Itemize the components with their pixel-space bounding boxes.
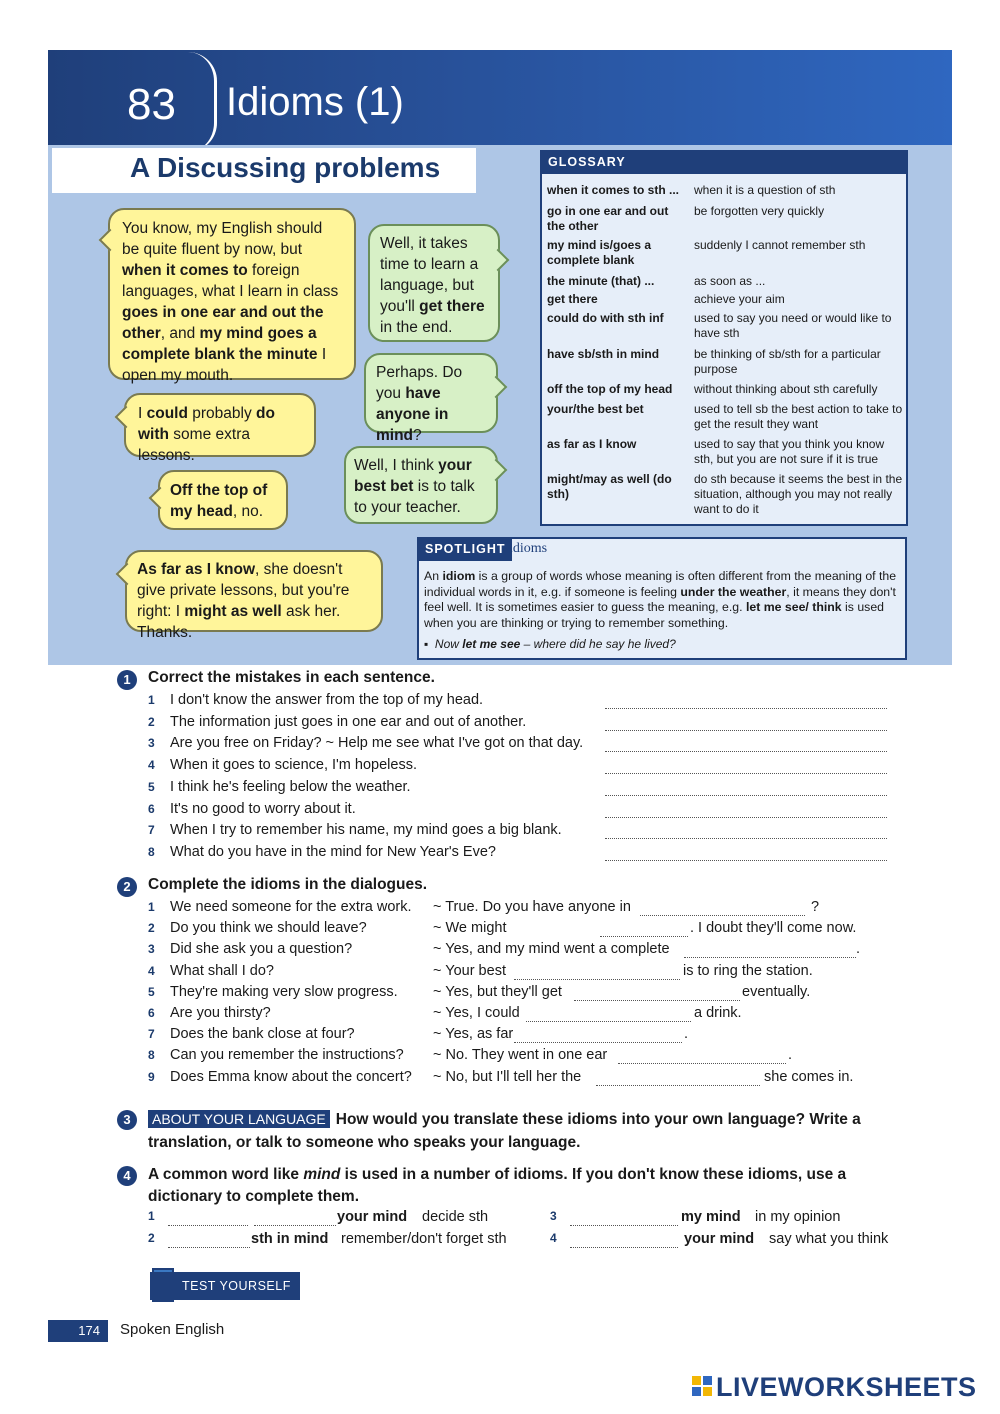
item-sentence: What do you have in the mind for New Year's Eve? [170,843,496,860]
exercise-2-item [148,920,367,936]
exercise-2-number: 2 [117,877,137,897]
glossary-term: my mind is/goes a complete blank [547,238,652,267]
glossary-definition: be thinking of sb/sth for a particular purpose [694,347,881,376]
glossary-definition: be forgotten very quickly [694,204,825,218]
item-sentence: I think he's feeling below the weather. [170,778,411,795]
answer-line[interactable] [605,707,887,709]
answer-line[interactable] [570,1246,678,1248]
exercise-2-item [148,963,274,979]
answer-line[interactable] [596,1084,760,1086]
item-number: 6 [148,801,155,816]
idiom-meaning: decide sth [422,1209,489,1225]
exercise-4-item-number: 4 [550,1231,557,1245]
idiom-meaning: remember/don't forget sth [341,1231,507,1247]
exercise-4-title: A common word like mind is used in a number of idioms. If you don't know these idioms, use a dictionary to complete them. [148,1166,847,1205]
glossary-box [540,150,908,526]
exercise-4-item-number: 3 [550,1209,557,1223]
item-number: 5 [148,984,155,999]
speech-bubble-5: Well, I think your best bet is to talk to your teacher. [344,446,498,524]
exercise-4-item-number: 1 [148,1209,155,1223]
glossary-term: might/may as well (do sth) [547,472,672,501]
exercise-2-item [148,1069,412,1085]
answer-line[interactable] [514,978,680,980]
dialogue-answer-end: a drink. [694,1005,742,1021]
glossary-definition: when it is a question of sth [694,183,836,197]
answer-line[interactable] [605,837,887,839]
test-yourself-button[interactable]: TEST YOURSELF [150,1272,300,1300]
dialogue-answer-end: . [684,1026,689,1043]
about-your-language-label: ABOUT YOUR LANGUAGE [148,1110,330,1128]
exercise-4-number: 4 [117,1166,137,1186]
exercise-3-title: ABOUT YOUR LANGUAGE How would you translate these idioms into your own language? Write a translation, or talk to someone who speaks your language. [148,1111,861,1151]
dialogue-answer: ~ Yes, and my mind went a complete [433,941,670,958]
answer-line[interactable] [254,1224,336,1226]
dialogue-question: Does Emma know about the concert? [170,1068,412,1085]
exercise-4-item-number: 2 [148,1231,155,1245]
exercise-3-number: 3 [117,1110,137,1130]
glossary-term: your/the best bet [547,402,644,416]
answer-line[interactable] [605,729,887,731]
exercise-1-title: Correct the mistakes in each sentence. [148,669,435,686]
item-sentence: I don't know the answer from the top of my head. [170,692,484,708]
dialogue-question: Are you thirsty? [170,1005,271,1021]
answer-line[interactable] [605,772,887,774]
glossary-term: off the top of my head [547,382,673,396]
glossary-term: could do with sth inf [547,311,664,325]
answer-line[interactable] [618,1062,786,1064]
dialogue-question: They're making very slow progress. [170,983,398,1000]
item-sentence: The information just goes in one ear and out of another. [170,713,527,730]
glossary-definition: suddenly I cannot remember sth [694,238,866,252]
answer-line[interactable] [168,1224,248,1226]
item-number: 3 [148,942,155,957]
exercise-1-item [148,757,417,773]
dialogue-answer-end: eventually. [742,983,811,1000]
speech-bubble-2: Well, it takes time to learn a language, but you'll get there in the end. [368,224,500,342]
dialogue-question: Did she ask you a question? [170,941,353,958]
glossary-definition: without thinking about sth carefully [694,382,878,396]
glossary-term: as far as I know [547,437,637,451]
answer-line[interactable] [605,859,887,861]
item-number: 1 [148,900,155,914]
speech-bubble-6: Off the top of my head, no. [158,470,288,530]
dialogue-answer: ~ Yes, but they'll get [433,983,562,1000]
dialogue-answer-end: she comes in. [764,1068,854,1085]
glossary-definition: used to tell sb the best action to take to get the result they want [694,402,903,431]
exercise-2-item [148,984,398,1000]
dialogue-answer-end: is to ring the station. [683,962,813,979]
item-number: 8 [148,844,155,859]
exercise-1-item [148,692,483,708]
item-number: 6 [148,1006,155,1020]
item-number: 4 [148,963,155,978]
spotlight-text: An idiom is a group of words whose meaning is often different from the meaning of the individual words in it, e.g. if someone is feeling under the weather, it means they don't feel well. It is sometimes easier to guess the meaning, e.g. let me see/ think is used when you are thinking or trying to remember something. [424,569,897,630]
glossary-term: have sb/sth in mind [547,347,660,361]
spotlight-example: ▪ Now let me see – where did he say he lived? [424,637,676,651]
idiom-phrase: sth in mind [251,1231,329,1247]
glossary-definition: do sth because it seems the best in the situation, although you may not really want to do it [694,472,903,516]
unit-header [48,50,952,145]
item-sentence: Are you free on Friday? ~ Help me see what I've got on that day. [170,735,584,752]
dialogue-question: What shall I do? [170,962,274,979]
item-number: 7 [148,823,155,838]
exercise-1-item [148,822,562,838]
dialogue-answer: ~ Yes, as far [433,1026,514,1043]
answer-line[interactable] [526,1020,691,1022]
glossary-term: when it comes to sth ... [547,183,680,197]
glossary-definition: as soon as ... [694,274,766,288]
idiom-meaning: in my opinion [755,1209,841,1225]
page-number: 174 [48,1320,108,1342]
exercise-2-item [148,1026,355,1042]
speech-bubble-3: Perhaps. Do you have anyone in mind? [364,353,498,433]
item-number: 8 [148,1048,155,1063]
answer-line[interactable] [168,1246,250,1248]
spotlight-label: SPOTLIGHT [419,539,512,561]
speech-bubble-1: You know, my English should be quite fluent by now, but when it comes to foreign languages, what I learn in class goes in one ear and out the other, and my mind goes a complete blank the minute I open my mouth. [108,208,356,380]
exercise-1-item [148,714,526,730]
answer-line[interactable] [600,935,688,937]
dialogue-answer: ~ Your best [433,962,506,979]
dialogue-question: Can you remember the instructions? [170,1047,404,1064]
item-number: 3 [148,736,155,751]
header-divider [188,52,217,152]
exercise-1-item [148,844,496,860]
dialogue-question: Does the bank close at four? [170,1026,355,1043]
exercise-1-item [148,735,583,751]
dialogue-question: Do you think we should leave? [170,920,367,937]
glossary-definition: used to say that you think you know sth, but you are not sure if it is true [694,437,885,466]
answer-line[interactable] [605,794,887,796]
dialogue-answer-end: . [856,941,861,958]
glossary-definition: achieve your aim [694,292,785,306]
spotlight-subtitle: idioms [509,541,548,556]
exercise-1-item [148,801,356,817]
item-sentence: When I try to remember his name, my mind goes a big blank. [170,822,562,839]
item-sentence: It's no good to worry about it. [170,800,356,817]
exercise-2-item [148,899,412,915]
glossary-term: get there [547,292,598,306]
answer-line[interactable] [514,1041,682,1043]
answer-line[interactable] [640,914,805,916]
exercise-1-number: 1 [117,670,137,690]
exercise-1-item [148,779,411,795]
glossary-heading: GLOSSARY [542,152,906,174]
unit-number: 83 [127,80,176,129]
item-number: 1 [148,693,155,707]
idiom-phrase: your mind [337,1209,408,1225]
dialogue-answer: ~ True. Do you have anyone in [433,899,631,915]
item-number: 4 [148,758,155,773]
item-number: 5 [148,779,155,794]
glossary-definition: used to say you need or would like to have sth [694,311,892,340]
item-number: 7 [148,1027,155,1042]
item-sentence: When it goes to science, I'm hopeless. [170,757,417,774]
item-number: 9 [148,1069,155,1084]
answer-line[interactable] [570,1224,678,1226]
speech-bubble-4: I could probably do with some extra lessons. [124,393,316,457]
exercise-2-title: Complete the idioms in the dialogues. [148,876,428,893]
dialogue-answer-end: . I doubt they'll come now. [690,920,857,937]
item-number: 2 [148,921,155,936]
idiom-phrase: your mind [684,1231,755,1247]
page-section-name: Spoken English [120,1321,225,1338]
glossary-term: go in one ear and out the other [547,204,669,233]
glossary-term: the minute (that) ... [547,274,655,288]
dialogue-answer: ~ No, but I'll tell her the [433,1068,582,1085]
idiom-meaning: say what you think [769,1231,889,1247]
dialogue-answer: ~ No. They went in one ear [433,1047,608,1064]
exercise-2-item [148,1005,271,1021]
idiom-phrase: my mind [681,1209,741,1225]
dialogue-question: We need someone for the extra work. [170,899,412,915]
liveworksheets-logo-icon [692,1376,712,1396]
answer-line[interactable] [605,750,887,752]
item-number: 2 [148,714,155,729]
section-title: A Discussing problems [130,152,441,183]
spotlight-box [417,537,907,660]
liveworksheets-brand: LIVEWORKSHEETS [716,1372,977,1402]
speech-bubble-7: As far as I know, she doesn't give private lessons, but you're right: I might as well ask her. Thanks. [125,550,383,632]
dialogue-answer: ~ We might [433,920,507,937]
dialogue-answer-end: ? [811,899,820,915]
answer-line[interactable] [684,956,856,958]
answer-line[interactable] [605,816,887,818]
exercise-2-item [148,941,352,957]
dialogue-answer: ~ Yes, I could [433,1005,520,1021]
exercise-2-item [148,1047,404,1063]
answer-line[interactable] [574,999,740,1001]
dialogue-answer-end: . [788,1047,793,1064]
unit-title: Idioms (1) [226,80,404,124]
